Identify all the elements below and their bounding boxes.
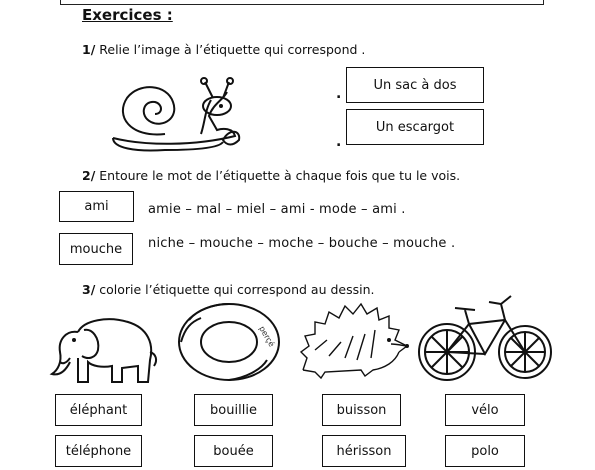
bicycle-drawing — [415, 290, 555, 386]
label-mouche-text: mouche — [69, 241, 123, 257]
buoy-text: perçé — [257, 324, 277, 349]
label-ami-text: ami — [84, 199, 109, 214]
label-escargot-text: Un escargot — [375, 119, 455, 135]
label-velo[interactable] — [445, 394, 525, 426]
connector-dot-2[interactable]: . — [336, 134, 342, 150]
top-frame — [60, 0, 544, 5]
exercise-3-instruction — [82, 282, 375, 297]
label-bouee-text: bouée — [213, 443, 254, 459]
label-telephone[interactable] — [55, 435, 142, 467]
label-buisson[interactable] — [322, 394, 401, 426]
exercise-3-number: 3/ — [82, 282, 96, 297]
snail-drawing — [105, 76, 245, 158]
elephant-drawing — [48, 312, 160, 388]
label-sac-a-dos[interactable] — [346, 67, 484, 103]
connector-dot-1[interactable]: . — [336, 86, 342, 102]
exercise-3-text: colorie l’étiquette qui correspond au dessin. — [99, 282, 375, 297]
word-list-mouche[interactable]: niche – mouche – moche – bouche – mouche . — [148, 236, 456, 251]
label-herisson[interactable] — [322, 435, 406, 467]
page-title: Exercices : — [82, 6, 173, 24]
label-telephone-text: téléphone — [65, 443, 132, 459]
label-sac-a-dos-text: Un sac à dos — [373, 77, 457, 93]
exercise-1-text: Relie l’image à l’étiquette qui correspond . — [99, 42, 366, 57]
label-mouche — [59, 233, 133, 265]
label-ami — [59, 191, 134, 222]
label-buisson-text: buisson — [336, 402, 387, 418]
label-elephant-text: éléphant — [69, 402, 128, 418]
label-bouillie-text: bouillie — [210, 402, 257, 418]
label-velo-text: vélo — [471, 402, 499, 418]
buoy-drawing — [175, 298, 285, 384]
word-list-ami[interactable]: amie – mal – miel – ami - mode – ami . — [148, 202, 406, 217]
label-herisson-text: hérisson — [336, 443, 392, 459]
label-bouillie[interactable] — [194, 394, 273, 426]
exercise-1-instruction — [82, 42, 365, 57]
label-escargot[interactable] — [346, 109, 484, 145]
hedgehog-drawing — [295, 300, 411, 384]
exercise-1-number: 1/ — [82, 42, 96, 57]
label-bouee[interactable] — [194, 435, 273, 467]
exercise-2-text: Entoure le mot de l’étiquette à chaque fois que tu le vois. — [99, 168, 461, 183]
label-polo[interactable] — [445, 435, 525, 467]
exercise-2-number: 2/ — [82, 168, 96, 183]
label-polo-text: polo — [471, 443, 499, 459]
label-elephant[interactable] — [55, 394, 142, 426]
exercise-2-instruction — [82, 168, 460, 183]
